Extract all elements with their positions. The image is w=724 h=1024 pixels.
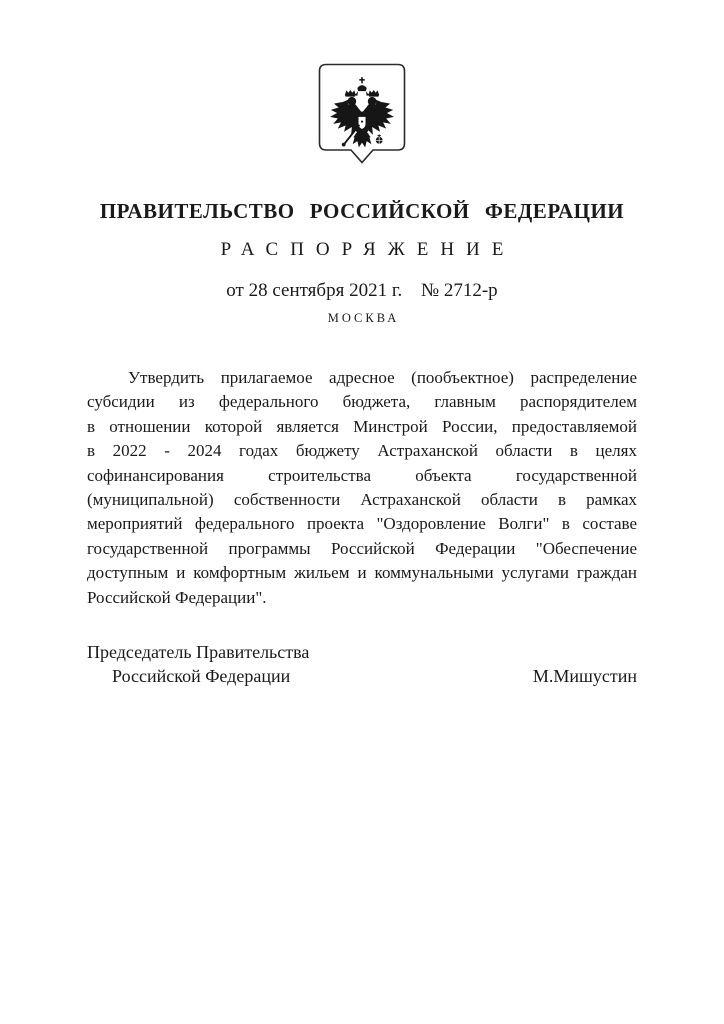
body-line: Российской Федерации".: [87, 587, 267, 607]
signature-block: [87, 640, 637, 688]
document-type-heading: РАСПОРЯЖЕНИЕ: [220, 239, 516, 260]
document-number: № 2712-р: [420, 280, 498, 301]
body-line: в 2022 - 2024 годах бюджету Астраханской области в целях: [87, 441, 637, 461]
body-line: мероприятий федерального проекта "Оздоровление Волги" в составе: [87, 514, 637, 534]
document-date: от 28 сентября 2021 г.: [226, 280, 403, 301]
body-line: субсидии из федерального бюджета, главным распорядителем: [87, 392, 637, 412]
double-headed-eagle-icon: [318, 63, 406, 173]
body-line: (муниципальной) собственности Астраханской области в рамках: [87, 490, 637, 510]
body-line: государственной программы Российской Федерации "Обеспечение: [87, 538, 637, 558]
coat-of-arms: [318, 63, 406, 173]
body-line: Утвердить прилагаемое адресное (пообъектное) распределение: [128, 368, 637, 387]
document-body: [87, 366, 637, 610]
body-line: софинансирования строительства объекта государственной: [87, 465, 637, 485]
signer-post-line1: Председатель Правительства: [87, 642, 310, 662]
date-number-line: [0, 280, 724, 302]
signer-name: М.Мишустин: [532, 666, 637, 686]
body-line: доступным и комфортным жильем и коммунальными услугами граждан: [87, 563, 637, 583]
city-label: МОСКВА: [327, 311, 400, 325]
signer-post-line2: Российской Федерации: [112, 666, 291, 686]
government-title: ПРАВИТЕЛЬСТВО РОССИЙСКОЙ ФЕДЕРАЦИИ: [99, 199, 625, 223]
body-line: в отношении которой является Минстрой России, предоставляемой: [87, 416, 637, 436]
